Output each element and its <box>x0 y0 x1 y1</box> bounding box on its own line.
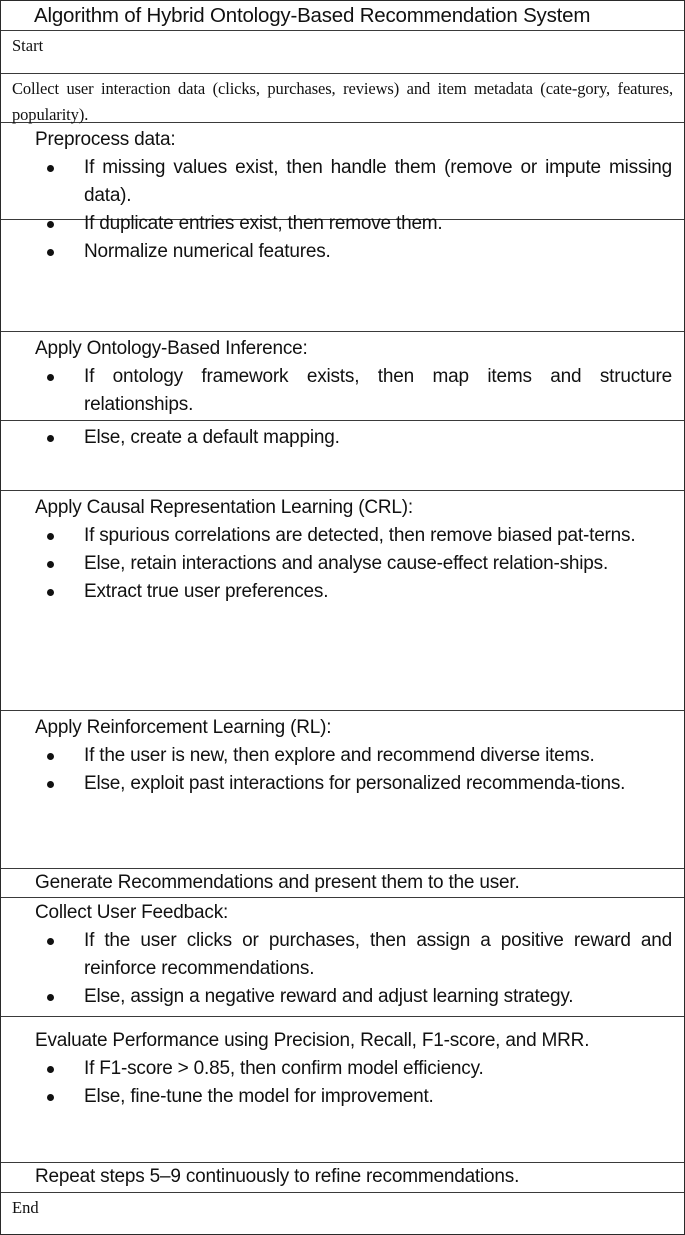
bullet-item: Else, exploit past interactions for personalized recommenda-tions. <box>1 770 684 798</box>
step-preprocess <box>1 123 684 262</box>
step-text: End <box>12 1198 39 1217</box>
bullet-item: Else, fine-tune the model for improvement. <box>1 1083 684 1111</box>
step-heading: Apply Ontology-Based Inference: <box>35 338 308 359</box>
bullet-icon <box>47 1066 54 1073</box>
step-text: Collect user interaction data (clicks, purchases, reviews) and item metadata (cate-gory, features, popularity). <box>12 79 673 124</box>
bullet-icon <box>47 374 54 381</box>
step-start <box>1 31 684 74</box>
bullet-item: Normalize numerical features. <box>1 238 684 266</box>
step-repeat <box>1 1163 684 1193</box>
bullet-item: If duplicate entries exist, then remove them. <box>1 210 684 238</box>
bullet-item: Else, create a default mapping. <box>1 424 684 452</box>
bullet-item: Else, retain interactions and analyse cause-effect relation-ships. <box>1 550 684 578</box>
step-heading: Apply Reinforcement Learning (RL): <box>35 717 332 738</box>
bullet-icon <box>47 165 54 172</box>
step-feedback <box>1 898 684 1017</box>
bullet-item: Extract true user preferences. <box>1 578 684 606</box>
step-heading <box>1 220 684 335</box>
bullet-icon <box>47 781 54 788</box>
step-text: Start <box>12 36 44 55</box>
bullet-item: If the user clicks or purchases, then assign a positive reward and reinforce recommendations. <box>1 927 684 983</box>
bullet-item: If missing values exist, then handle them (remove or impute missing data). <box>1 154 684 210</box>
bullet-icon <box>47 589 54 596</box>
bullet-item: If F1-score > 0.85, then confirm model efficiency. <box>1 1055 684 1083</box>
bullet-icon <box>47 533 54 540</box>
step-heading: Evaluate Performance using Precision, Recall, F1-score, and MRR. <box>35 1030 590 1051</box>
bullet-item: Else, assign a negative reward and adjust learning strategy. <box>1 983 684 1011</box>
bullet-list <box>1 421 684 452</box>
step-rl <box>1 711 684 869</box>
step-heading: Apply Causal Representation Learning (CRL): <box>35 497 413 518</box>
step-heading: Collect User Feedback: <box>35 902 229 923</box>
bullet-item: If ontology framework exists, then map items and structure relationships. <box>1 363 684 419</box>
step-heading: Preprocess data: <box>35 129 176 150</box>
step-ontology-else <box>1 421 684 491</box>
bullet-item: If spurious correlations are detected, then remove biased pat-terns. <box>1 522 684 550</box>
step-ontology-main <box>1 332 684 421</box>
bullet-list <box>1 522 684 606</box>
bullet-icon <box>47 1094 54 1101</box>
step-heading: Generate Recommendations and present them to the user. <box>35 872 520 893</box>
bullet-list <box>1 363 684 419</box>
bullet-item: If the user is new, then explore and recommend diverse items. <box>1 742 684 770</box>
bullet-icon <box>47 994 54 1001</box>
bullet-list <box>1 742 684 798</box>
bullet-icon <box>47 938 54 945</box>
step-evaluate <box>1 1017 684 1163</box>
step-ontology <box>1 220 684 332</box>
step-heading: Repeat steps 5–9 continuously to refine recommendations. <box>35 1166 520 1187</box>
step-crl <box>1 491 684 711</box>
bullet-icon <box>47 753 54 760</box>
bullet-icon <box>47 435 54 442</box>
step-end <box>1 1193 684 1234</box>
bullet-list <box>1 1055 684 1111</box>
step-collect-data <box>1 74 684 123</box>
table-title-row <box>1 1 684 31</box>
bullet-icon <box>47 561 54 568</box>
bullet-list <box>1 927 684 1011</box>
step-generate <box>1 869 684 898</box>
table-title: Algorithm of Hybrid Ontology-Based Recommendation System <box>34 4 591 27</box>
